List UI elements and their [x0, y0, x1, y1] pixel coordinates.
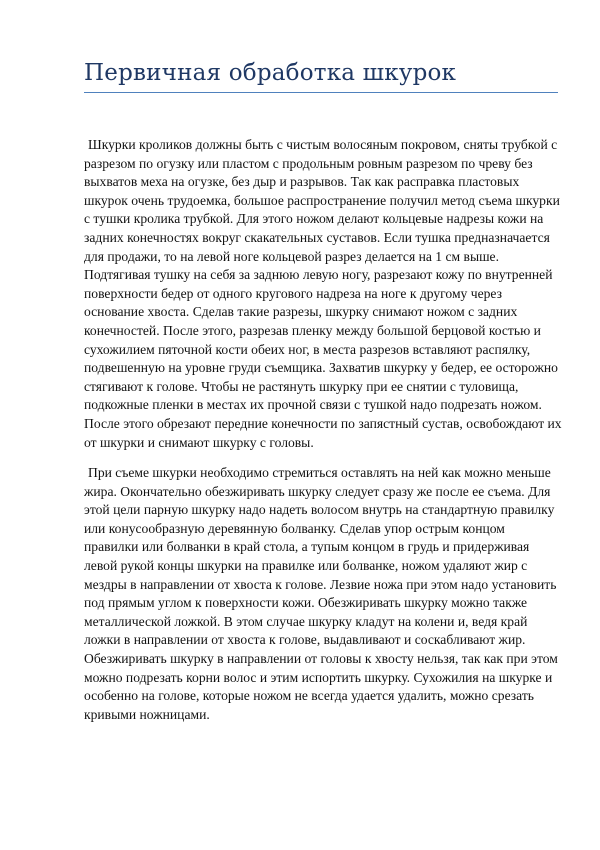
page-title: Первичная обработка шкурок: [84, 60, 457, 86]
paragraph: При съеме шкурки необходимо стремиться оставлять на ней как можно меньше жира. Окончательно обезжиривать шкурку следует сразу же после ее съема. Для этой цели парную шкурку надо надеть волосом внутрь на стандартную правилку или конусообразную деревянную болванку. Сделав упор острым концом правилки или болванки в край стола, а тупым концом в грудь и придерживая левой рукой концы шкурки на правилке или болванке, ножом удаляют жир с мездры в направлении от хвоста к голове. Лезвие ножа при этом надо установить под прямым углом к поверхности кожи. Обезжиривать шкурку можно также металлической ложкой. В этом случае шкурку кладут на колени и, ведя край ложки в направлении от хвоста к голове, выдавливают и соскабливают жир. Обезжиривать шкурку в направлении от головы к хвосту нельзя, так как при этом можно подрезать корни волос и этим испортить шкурку. Сухожилия на шкурке и особенно на голове, которые ножом не всегда удается удалить, можно срезать кривыми ножницами.: [84, 465, 558, 722]
paragraph: Шкурки кроликов должны быть с чистым волосяным покровом, сняты трубкой с разрезом по огузку или пластом с продольным ровным разрезом по чреву без выхватов меха на огузке, без дыр и разрывов. Так как расправка пластовых шкурок очень трудоемка, большое распространение получил метод съема шкурки с тушки кролика трубкой. Для этого ножом делают кольцевые надрезы кожи на задних конечностях вокруг скакательных суставов. Если тушка предназначается для продажи, то на левой ноге кольцевой разрез делается на 1 см выше. Подтягивая тушку на себя за заднюю левую ногу, разрезают кожу по внутренней поверхности бедер от одного кругового надреза на ноге к другому через основание хвоста. Сделав такие разрезы, шкурку снимают ножом с задних конечностей. После этого, разрезав пленку между большой берцовой костью и сухожилием пяточной кости обеих ног, в места разрезов вставляют распялку, подвешенную на уровне груди съемщика. Захватив шкурку у бедер, ее осторожно стягивают к голове. Чтобы не растянуть шкурку при ее снятии с туловища, подкожные пленки в местах их прочной связи с тушкой надо подрезать ножом. После этого обрезают передние конечности по запястный сустав, освобождают их от шкурки и снимают шкурку с головы.: [84, 137, 562, 450]
title-underline: [84, 92, 558, 93]
document-body: [84, 136, 562, 736]
